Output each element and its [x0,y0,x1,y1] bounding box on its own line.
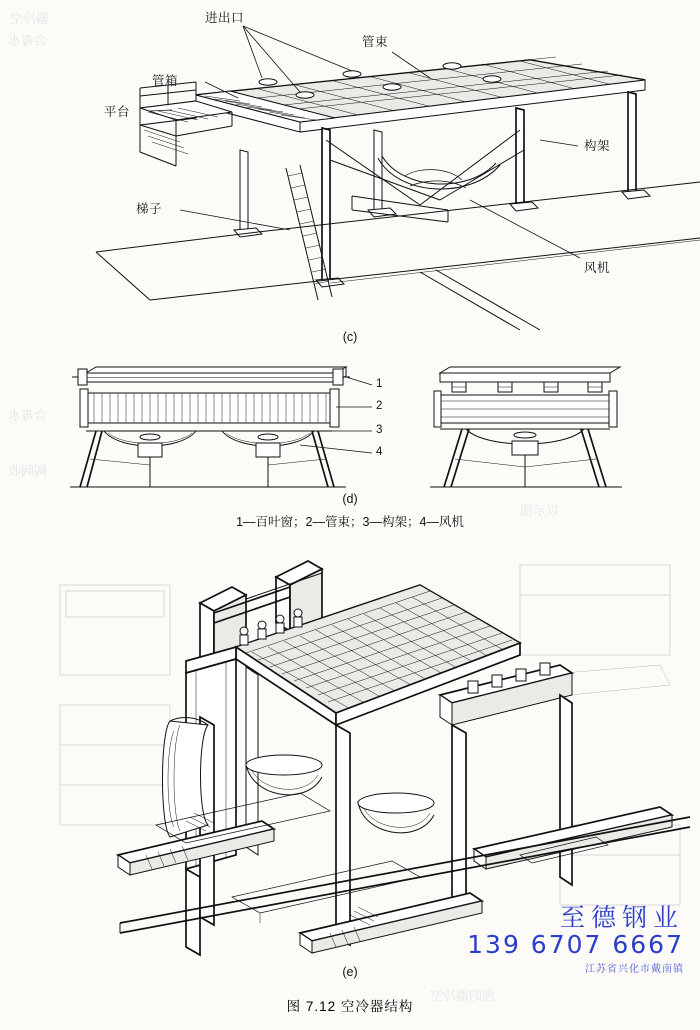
label-tube-box: 管箱 [152,74,179,88]
watermark [467,898,684,975]
watermark-line3: 江苏省兴化市戴南镇 [585,964,684,975]
callout-3: 3 [376,424,383,436]
watermark-line1: 至德钢业 [559,903,684,932]
label-tube-bundle: 管束 [362,35,389,49]
figure-title: 图 7.12 空冷器结构 [286,999,414,1014]
bleed-text-left-low: 阔阔收 [8,464,48,479]
label-frame: 构架 [584,139,611,153]
callout-2: 2 [376,400,383,412]
callout-1: 1 [376,378,383,390]
bleed-text-right-mid: 以示图 [520,504,560,519]
panel-c-drawing [0,0,700,350]
label-fan: 风机 [584,261,611,275]
panel-d [0,355,700,529]
label-inlet-outlet: 进出口 [205,11,245,25]
panel-c [0,0,700,350]
panel-c-caption: (c) [342,330,358,344]
panel-d-drawing [0,355,700,505]
bleed-text-left-mid: 合毒水 [8,409,48,424]
panel-d-legend: 1—百叶窗；2—管束；3—构架；4—风机 [236,515,464,529]
bleed-text-left-top: 器冷空 [10,12,50,27]
label-platform: 平台 [104,105,131,119]
panel-d-caption: (d) [342,492,358,506]
label-ladder: 梯子 [136,202,163,216]
bleed-text-bottom: 图的器冷空 [430,989,496,1004]
panel-e-caption: (e) [342,965,358,979]
callout-4: 4 [376,446,383,458]
bleed-text-left-top2: 合毒水 [8,34,48,49]
watermark-line2: 139 6707 6667 [467,930,684,959]
